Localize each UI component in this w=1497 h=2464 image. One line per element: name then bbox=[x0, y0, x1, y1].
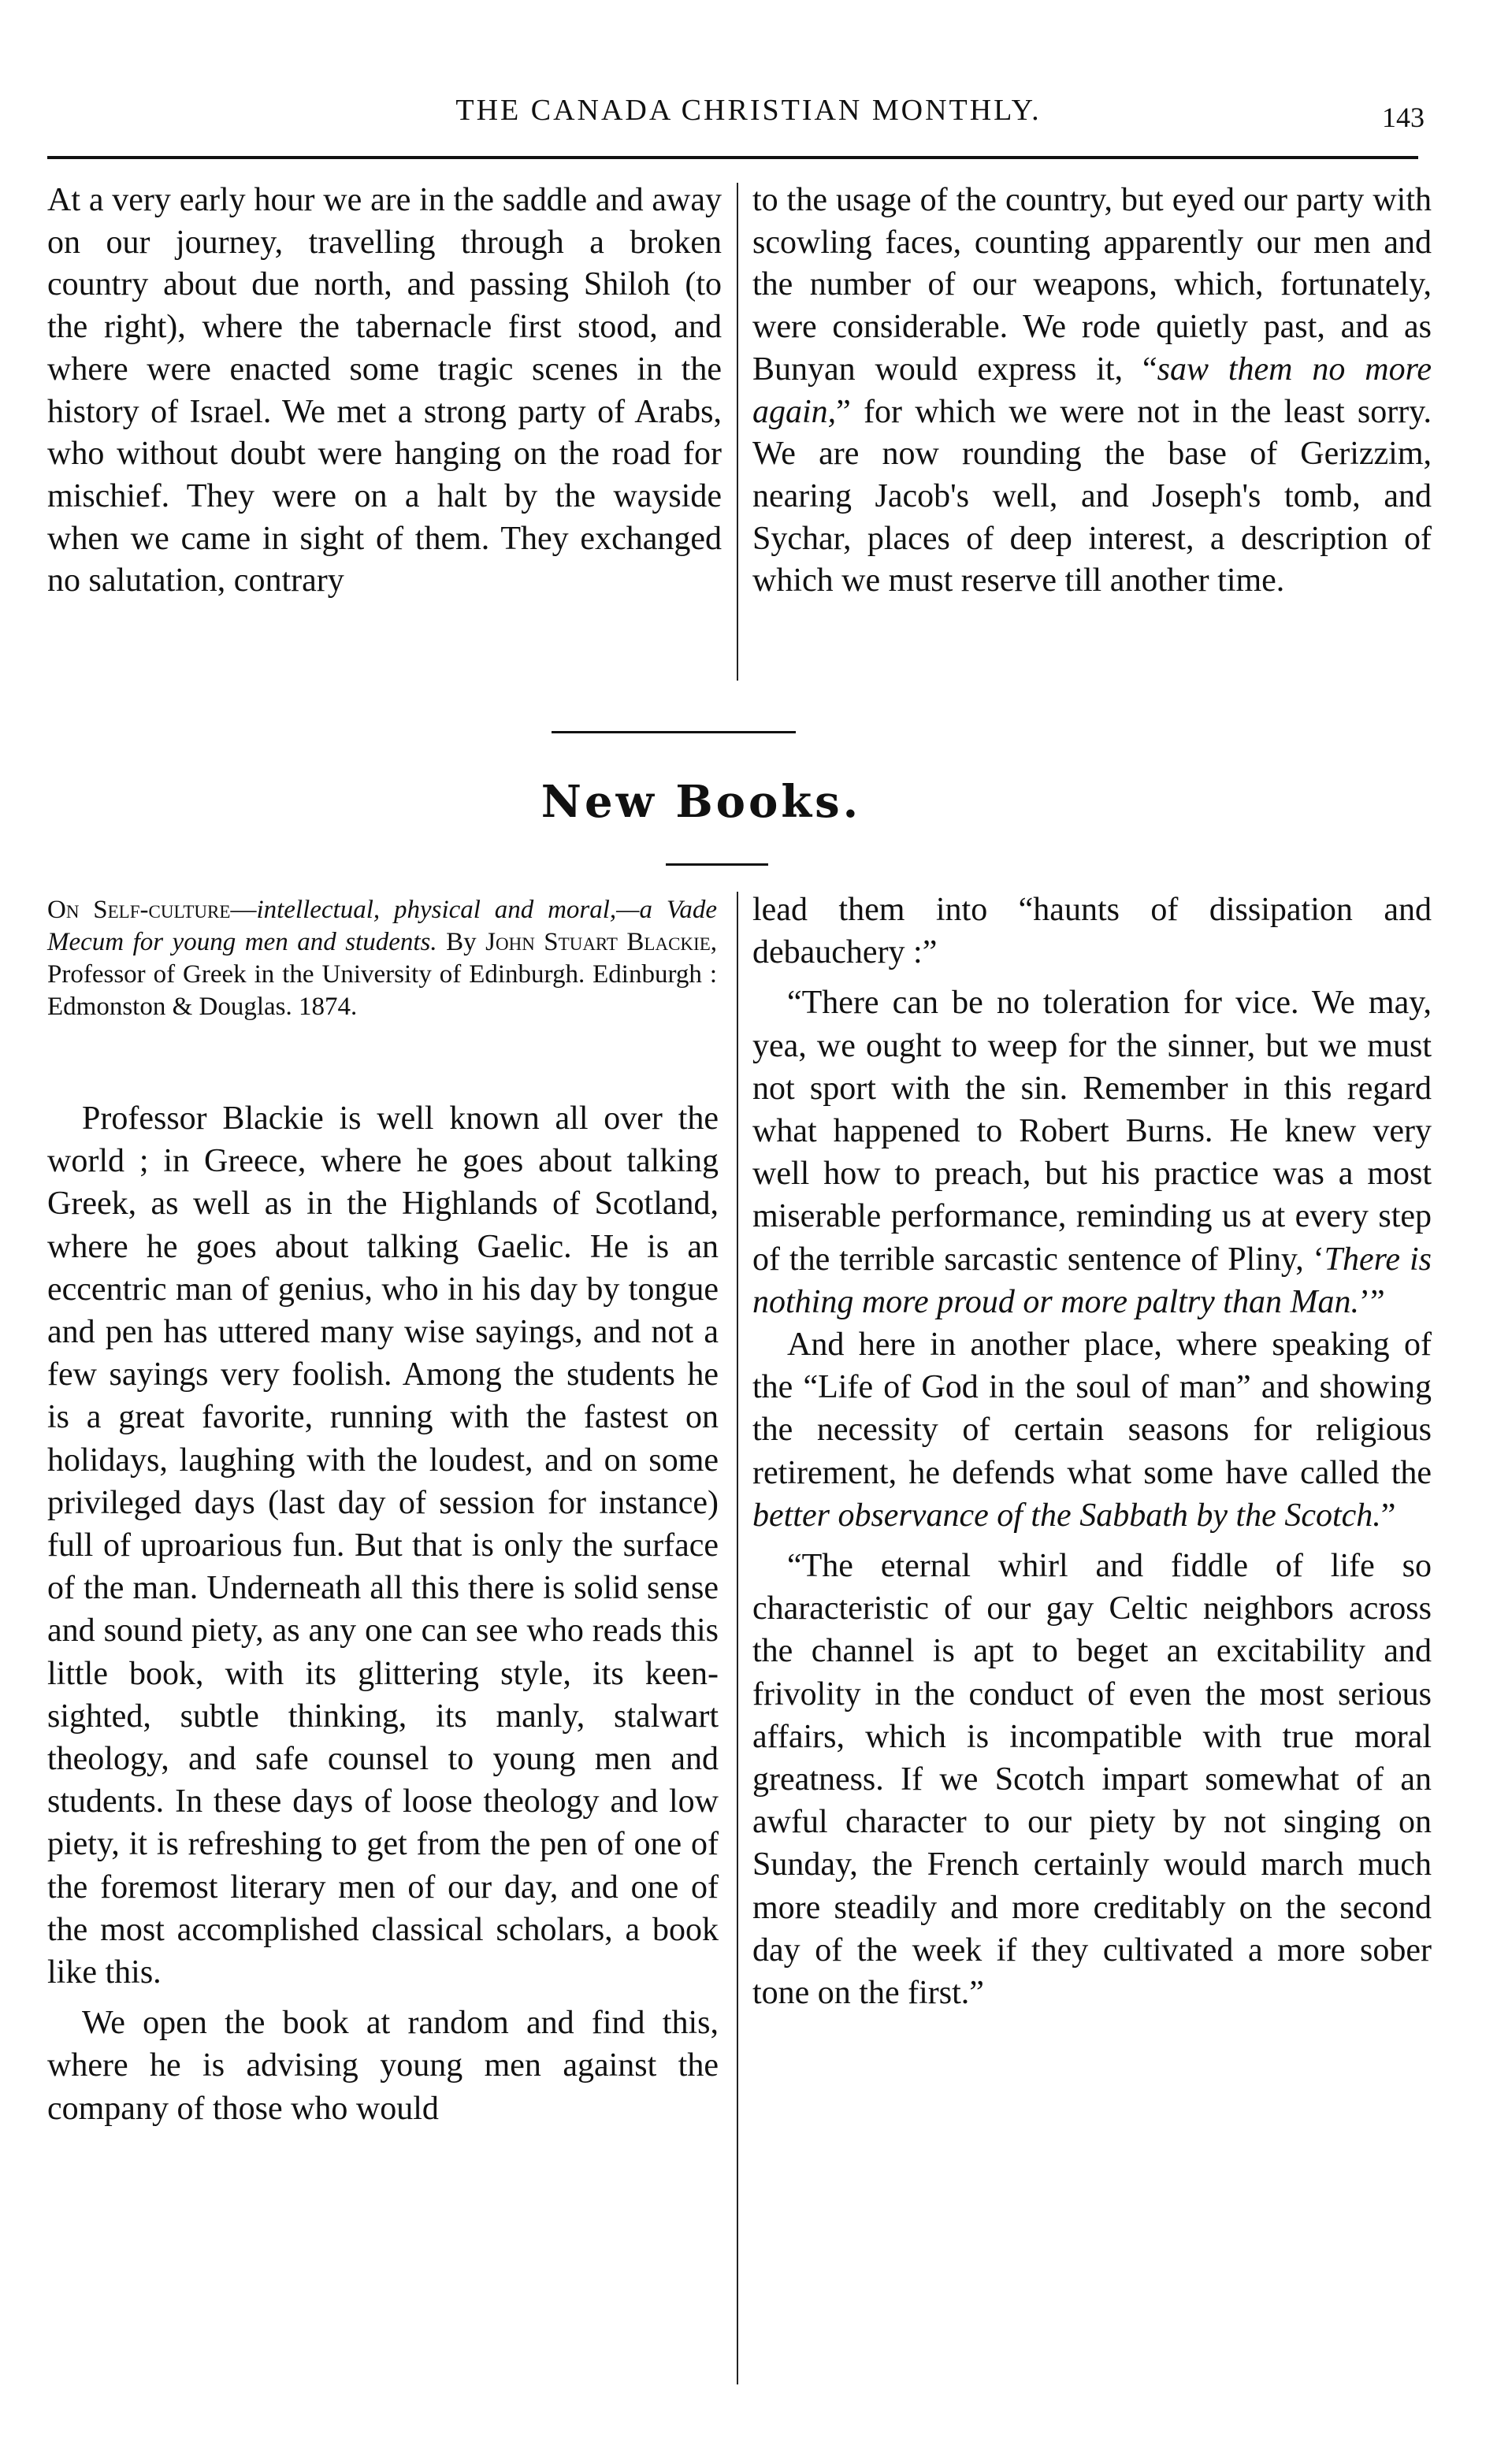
toleration-text: “There can be no toleration for vice. We may, yea, we ought to weep for the sinner, but we must not sport with the sin. Remember in this regard what happened to Robert Burns. He knew very well how to preach, but his practice was a most miserable performance, reminding us at every step of the terrible sarcastic sentence of Pliny, ‘ bbox=[752, 985, 1432, 1278]
paragraph-open-book: We open the book at random and find this, where he is advising young men against the company of those who would bbox=[47, 2005, 719, 2127]
journey-text-1: to the usage of the country, but eyed our party with scowling faces, counting apparently our men and the number of our weapons, which, fortunately, were considerable. We rode quietly past, and as Bunyan would express it, “ bbox=[752, 182, 1432, 388]
paragraph-haunts: lead them into “haunts of dissipation and debauchery :” bbox=[752, 892, 1432, 971]
paragraph-toleration-quote bbox=[752, 982, 1432, 1323]
pliny-quote: There is nothing more proud or more paltry than Man. bbox=[752, 1241, 1432, 1320]
running-head: THE CANADA CHRISTIAN MONTHLY. bbox=[455, 94, 1042, 127]
column-top-left bbox=[47, 180, 722, 603]
paragraph-blackie-intro: Professor Blackie is well known all over the world ; in Greece, where he goes about talking Greek, as well as in the Highlands of Scotland, where he goes about talking Gaelic. He is an eccentric man of genius, who in his day by tongue and pen has uttered many wise sayings, and not a few sayings very foolish. Among the students he is a great favorite, running with the fastest on holidays, laughing with the loudest, and on some privileged days (last day of session for instance) full of uproarious fun. But that is only the surface of the man. Underneath all this there is solid sense and sound piety, as any one can see who reads this little book, with its glittering style, its keen-sighted, subtle thinking, its manly, stalwart theology, and safe counsel to young men and students. In these days of loose theology and low piety, it is refreshing to get from the pen of one of the foremost literary men of our day, and one of the most accomplished classical scholars, a book like this. bbox=[47, 1100, 719, 1991]
citation-details: Professor of Greek in the University of Edinburgh. Edinburgh : Edmonston & Douglas. 1874. bbox=[47, 960, 717, 1021]
section-divider bbox=[552, 731, 796, 733]
citation-title: intellectual, physical and moral,—a Vade Mecum for young men and students. bbox=[47, 896, 717, 956]
column-divider-bottom bbox=[737, 892, 738, 2384]
section-title: New Books. bbox=[540, 776, 862, 828]
sabbath-close: ” bbox=[1380, 1497, 1396, 1534]
column-bottom-left bbox=[47, 1097, 719, 2130]
sabbath-text: And here in another place, where speaking of the “Life of God in the soul of man” and showing the necessity of certain seasons for religious retirement, he defends what some have called the bbox=[752, 1327, 1432, 1491]
citation-dash: — bbox=[230, 896, 257, 924]
column-divider-top bbox=[737, 183, 738, 681]
sabbath-italic: better observance of the Sabbath by the Scotch. bbox=[752, 1497, 1381, 1534]
citation-by: By bbox=[436, 928, 486, 956]
paragraph-sabbath bbox=[752, 1323, 1432, 1537]
section-title-underline bbox=[666, 863, 768, 866]
citation-author: John Stuart Blackie, bbox=[485, 928, 718, 956]
journey-text-2: ” for which we were not in the least sorry. We are now rounding the base of Gerizzim, nearing Jacob's well, and Joseph's tomb, and Sychar, places of deep interest, a description of which we must reserve till another time. bbox=[752, 393, 1432, 599]
page-number: 143 bbox=[1382, 102, 1425, 133]
paragraph-journey-continued: At a very early hour we are in the saddle and away on our journey, travelling through a broken country about due north, and passing Shiloh (to the right), where the tabernacle first stood, and where were enacted some tragic scenes in the history of Israel. We met a strong party of Arabs, who without doubt were hanging on the road for mischief. They were on a halt by the wayside when we came in sight of them. They exchanged no salutation, contrary bbox=[47, 182, 722, 599]
header-rule bbox=[47, 156, 1418, 159]
book-citation bbox=[47, 894, 717, 1023]
column-bottom-right bbox=[752, 889, 1432, 2014]
paragraph-journey-ending bbox=[752, 180, 1432, 603]
citation-lead: On Self-culture bbox=[47, 896, 231, 924]
journey-italic: saw them no more again, bbox=[752, 351, 1432, 430]
column-top-right bbox=[752, 180, 1432, 603]
paragraph-eternal-whirl: “The eternal whirl and fiddle of life so characteristic of our gay Celtic neighbors across the channel is apt to beget an excitability and frivolity in the conduct of even the most serious affairs, which is incompatible with true moral greatness. If we Scotch impart somewhat of an awful character to our piety by not singing on Sunday, the French certainly would march much more steadily and more creditably on the second day of the week if they cultivated a more sober tone on the first.” bbox=[752, 1548, 1432, 2012]
toleration-close: ’” bbox=[1358, 1283, 1385, 1320]
